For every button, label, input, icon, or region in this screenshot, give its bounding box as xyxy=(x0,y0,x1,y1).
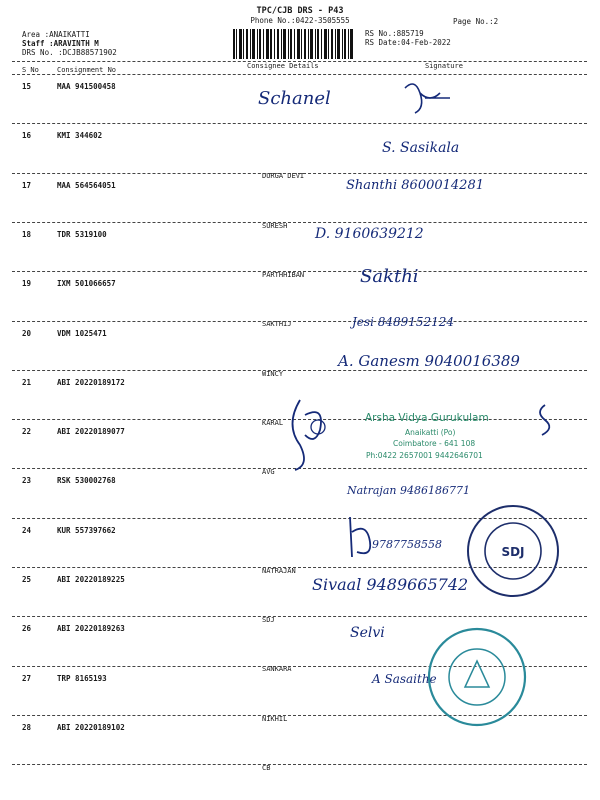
phone-number: Phone No.:0422-3505555 xyxy=(250,16,350,25)
row-divider xyxy=(12,616,587,617)
row-divider xyxy=(12,173,587,174)
row-consignment-number: TRP 8165193 xyxy=(57,673,107,683)
stamp-arsha-line1: Anaikatti (Po) xyxy=(405,428,456,437)
row-sno: 24 xyxy=(22,525,32,535)
row-sno: 20 xyxy=(22,328,32,338)
row-consignee-name: AVG xyxy=(262,468,275,477)
signature-20: Jesi 8489152124 xyxy=(352,315,455,329)
signature-15: Schanel xyxy=(258,88,331,109)
staff-label: Staff :ARAVINTH M xyxy=(22,39,99,48)
signature-24: Natrajan 9486186771 xyxy=(347,484,470,497)
signature-26: Sivaal 9489665742 xyxy=(312,575,469,594)
signature-15-scribble xyxy=(395,78,455,118)
row-consignee-name: WINCY xyxy=(262,369,284,378)
row-consignment-number: ABI 20220189102 xyxy=(57,722,125,732)
signature-22-mark xyxy=(530,400,560,440)
row-consignee-name: SDJ xyxy=(262,616,275,624)
row-sno: 17 xyxy=(22,180,32,190)
row-consignment-number: ABI 20220189225 xyxy=(57,575,125,584)
row-sno: 21 xyxy=(22,377,32,387)
signature-21: A. Ganesm 9040016389 xyxy=(338,352,520,370)
col-consignment: Consignment No xyxy=(57,66,117,74)
row-divider xyxy=(12,764,587,765)
barcode-graphic xyxy=(233,29,353,59)
signature-18: D. 9160639212 xyxy=(315,226,424,242)
row-consignee-name: SAKTHIJ xyxy=(262,320,292,329)
row-sno: 15 xyxy=(22,82,32,91)
row-consignment-number: TDR 5319100 xyxy=(57,229,107,239)
area-label: Area :ANAIKATTI xyxy=(22,30,90,39)
barcode xyxy=(233,29,353,59)
row-sno: 26 xyxy=(22,624,32,634)
row-consignee-name: PARTHHIBAN xyxy=(262,270,305,279)
row-sno: 22 xyxy=(22,427,32,437)
signature-16: S. Sasikala xyxy=(382,140,460,156)
col-sno: S No xyxy=(22,66,39,74)
row-sno: 23 xyxy=(22,476,32,486)
row-consignment-number: VDM 1025471 xyxy=(57,328,107,338)
col-consignee: Consignee Details xyxy=(247,62,319,70)
row-consignment-number: ABI 20220189263 xyxy=(57,624,125,634)
row-consignee-name: NATRAJAN xyxy=(262,566,296,575)
row-divider xyxy=(12,271,587,272)
drs-number: DRS No. :DCJB88571902 xyxy=(22,48,117,57)
header-divider-bottom xyxy=(12,74,587,75)
sdj-stamp xyxy=(465,503,561,599)
stamp-arsha-line3: Ph:0422 2657001 9442646701 xyxy=(366,451,483,460)
row-consignment-number: RSK 530002768 xyxy=(57,476,116,486)
row-sno: 28 xyxy=(22,722,32,732)
row-sno: 27 xyxy=(22,673,32,683)
row-sno: 16 xyxy=(22,131,32,141)
row-consignment-number: MAA 941500458 xyxy=(57,82,116,91)
row-consignment-number: IXM 501066657 xyxy=(57,279,116,289)
row-consignee-name: SURESH xyxy=(262,221,288,230)
row-consignee-name: DURGA DEVI xyxy=(262,172,305,181)
row-consignment-number: KUR 557397662 xyxy=(57,525,116,535)
row-sno: 19 xyxy=(22,279,32,289)
row-divider xyxy=(12,123,587,124)
signature-27: Selvi xyxy=(350,625,385,641)
row-sno: 25 xyxy=(22,575,32,584)
page-number: Page No.:2 xyxy=(453,17,499,26)
row-consignment-number: KMI 344602 xyxy=(57,131,103,141)
stamp-arsha-line2: Coimbatore - 641 108 xyxy=(393,439,476,448)
col-signature: Signature xyxy=(425,62,463,70)
round-stamp-bottom xyxy=(425,625,530,730)
sdj-stamp-center: SDJ xyxy=(501,545,525,559)
stamp-arsha-title: Arsha Vidya Gurukulam xyxy=(365,412,489,424)
document-title: TPC/CJB DRS - P43 xyxy=(256,6,344,16)
rs-number: RS No.:885719 xyxy=(365,29,424,38)
signature-25: 9787758558 xyxy=(372,538,442,551)
signature-28: A Sasaithe xyxy=(372,672,437,686)
row-consignment-number: ABI 20220189172 xyxy=(57,377,125,387)
row-consignee-name: KARAL xyxy=(262,418,284,427)
row-consignee-name: CB xyxy=(262,763,271,772)
signature-19: Sakthi xyxy=(360,266,419,287)
rs-date: RS Date:04-Feb-2022 xyxy=(365,38,451,47)
signature-25-scribble xyxy=(342,512,382,562)
row-consignee-name: NIKHIL xyxy=(262,714,288,723)
row-consignment-number: ABI 20220189077 xyxy=(57,427,125,437)
row-consignee-name: SANKARA xyxy=(262,665,292,674)
row-consignment-number: MAA 564564051 xyxy=(57,180,116,190)
signature-17: Shanthi 8600014281 xyxy=(346,178,484,193)
row-sno: 18 xyxy=(22,229,32,239)
row-divider xyxy=(12,222,587,223)
row-divider xyxy=(12,321,587,322)
signature-22-scribble xyxy=(280,395,340,475)
